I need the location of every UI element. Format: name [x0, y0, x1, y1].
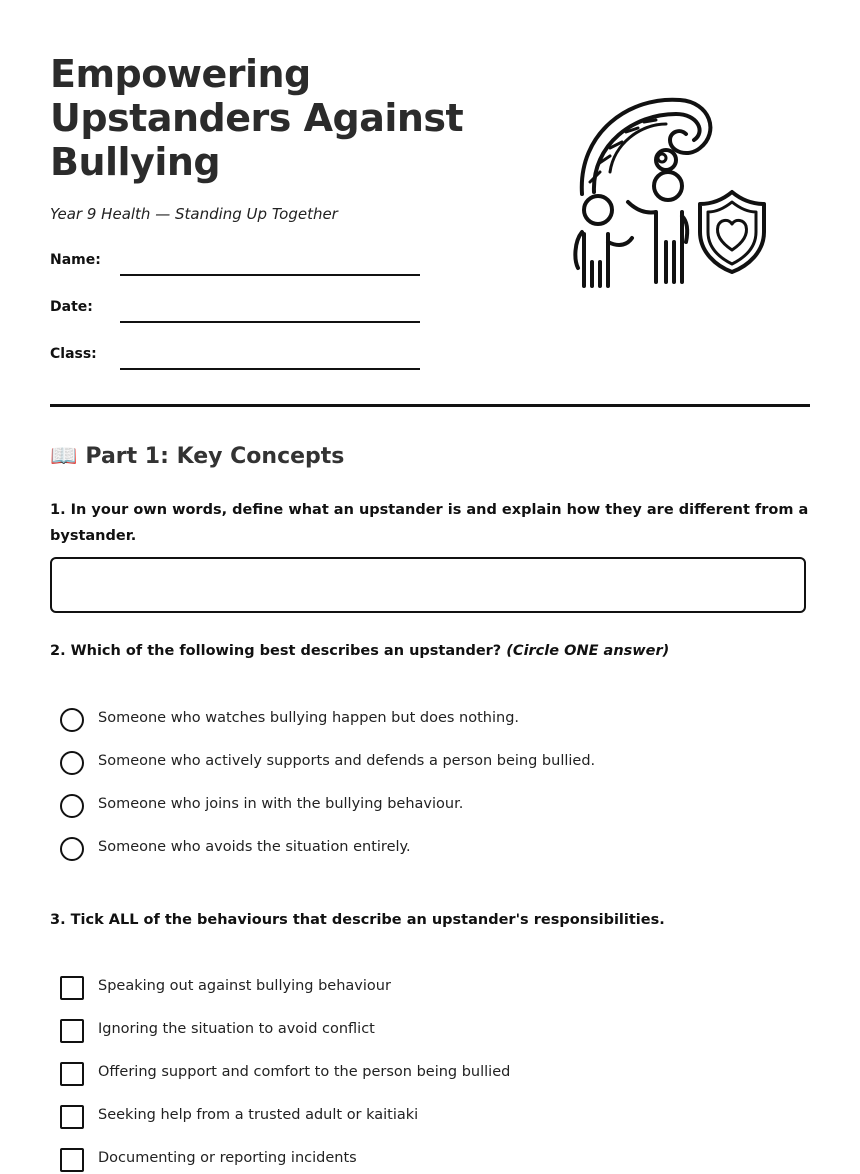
name-label: Name:: [50, 252, 101, 268]
checkbox-icon[interactable]: [60, 1105, 84, 1129]
page-title: Empowering Upstanders Against Bullying: [50, 52, 464, 184]
open-book-icon: 📖: [50, 444, 78, 469]
radio-circle-icon[interactable]: [60, 708, 84, 732]
question-2: [50, 638, 810, 664]
checkbox-option[interactable]: [60, 1019, 800, 1045]
class-line[interactable]: [120, 368, 420, 370]
radio-option[interactable]: [60, 751, 800, 777]
checkbox-option-label: Ignoring the situation to avoid conflict: [98, 1021, 375, 1037]
radio-circle-icon[interactable]: [60, 837, 84, 861]
radio-option[interactable]: [60, 794, 800, 820]
date-line[interactable]: [120, 321, 420, 323]
checkbox-option-label: Offering support and comfort to the person being bullied: [98, 1064, 511, 1080]
radio-circle-icon[interactable]: [60, 794, 84, 818]
name-line[interactable]: [120, 274, 420, 276]
header-divider: [50, 404, 810, 407]
part1-title: [50, 444, 344, 469]
radio-option-label: Someone who joins in with the bullying behaviour.: [98, 796, 464, 812]
radio-option-label: Someone who watches bullying happen but does nothing.: [98, 710, 520, 726]
question-3: 3. Tick ALL of the behaviours that describe an upstander's responsibilities.: [50, 912, 665, 928]
class-label: Class:: [50, 346, 97, 362]
radio-option[interactable]: [60, 837, 800, 863]
checkbox-option-label: Documenting or reporting incidents: [98, 1150, 357, 1166]
page-subtitle: Year 9 Health — Standing Up Together: [50, 205, 338, 223]
radio-circle-icon[interactable]: [60, 751, 84, 775]
checkbox-option[interactable]: [60, 1105, 800, 1131]
checkbox-icon[interactable]: [60, 976, 84, 1000]
question-1: 1. In your own words, define what an upstander is and explain how they are different from a bystander.: [50, 502, 809, 544]
part1-title-text: Part 1: Key Concepts: [85, 444, 345, 469]
name-field[interactable]: [50, 252, 420, 282]
question-2-instruction: (Circle ONE answer): [506, 643, 670, 659]
koru-upstander-shield-icon: [570, 92, 770, 292]
checkbox-option-label: Seeking help from a trusted adult or kaitiaki: [98, 1107, 419, 1123]
checkbox-option[interactable]: [60, 1148, 800, 1174]
checkbox-icon[interactable]: [60, 1019, 84, 1043]
date-field[interactable]: [50, 299, 420, 329]
checkbox-option-label: Speaking out against bullying behaviour: [98, 978, 391, 994]
checkbox-icon[interactable]: [60, 1148, 84, 1172]
radio-option[interactable]: [60, 708, 800, 734]
question-2-text: 2. Which of the following best describes an upstander?: [50, 643, 502, 659]
checkbox-icon[interactable]: [60, 1062, 84, 1086]
question-1-answer-box[interactable]: [50, 557, 806, 613]
date-label: Date:: [50, 299, 93, 315]
checkbox-option[interactable]: [60, 976, 800, 1002]
checkbox-option[interactable]: [60, 1062, 800, 1088]
radio-option-label: Someone who actively supports and defends a person being bullied.: [98, 753, 596, 769]
class-field[interactable]: [50, 346, 420, 376]
radio-option-label: Someone who avoids the situation entirely.: [98, 839, 411, 855]
